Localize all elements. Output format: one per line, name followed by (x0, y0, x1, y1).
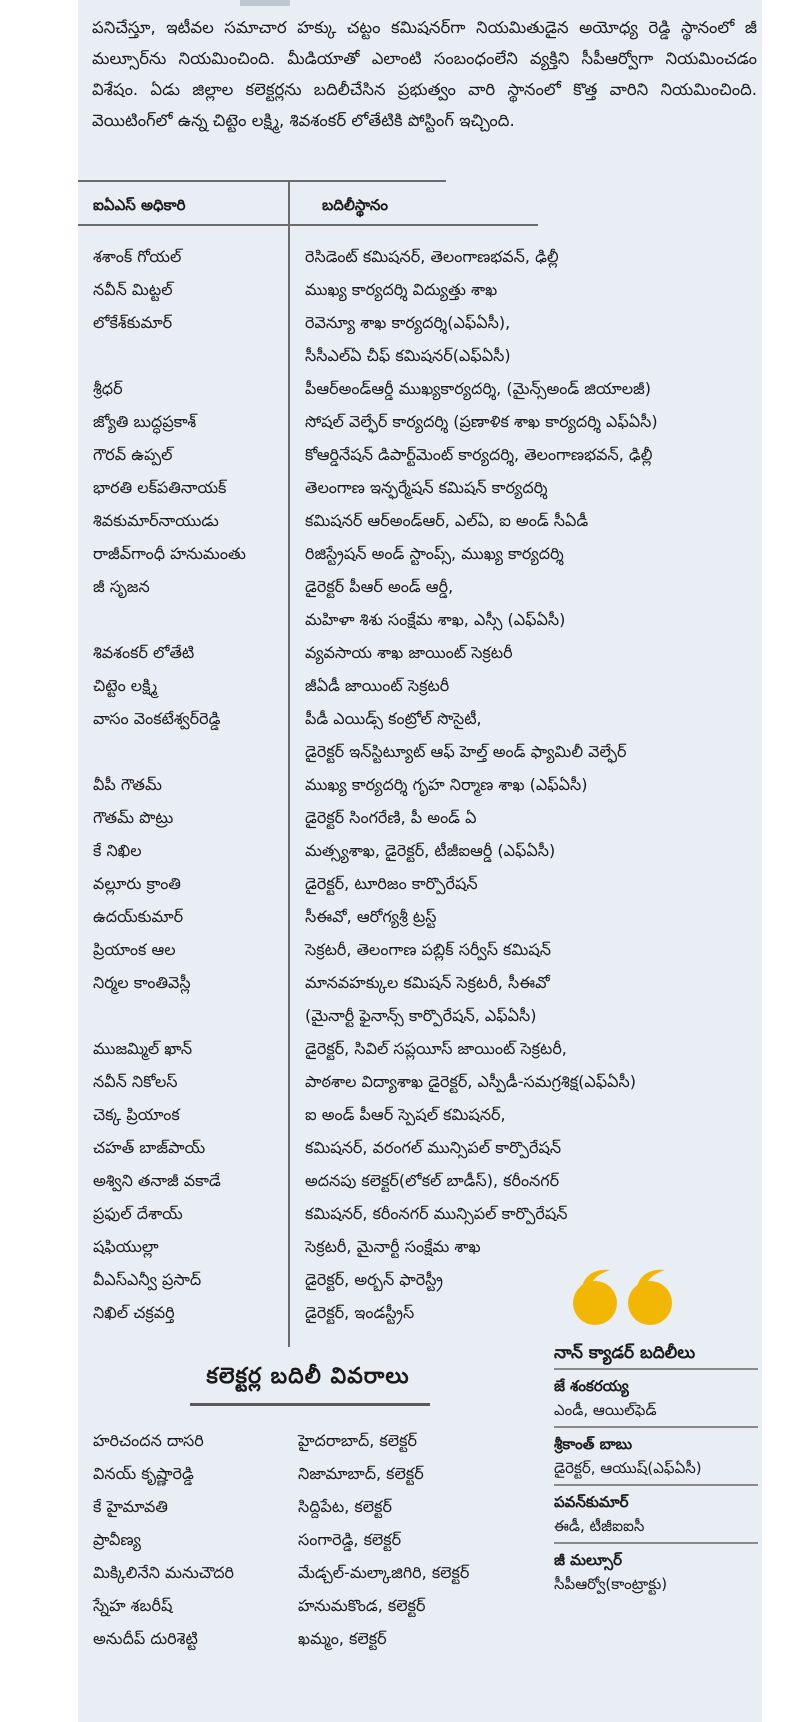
posting-text: పాఠశాల విద్యాశాఖ డైరెక్టర్, ఎస్పీడీ-సమగ్రశిక్ష(ఎఫ్ఏసీ) (305, 1072, 636, 1091)
officer-name: నిర్మల కాంతివెస్లీ (93, 973, 191, 992)
officer-name: చిట్టెం లక్ష్మి (93, 676, 158, 695)
collector-name: మిక్కిలినేని మనుచౌదరి (93, 1563, 235, 1582)
posting-text: రెవెన్యూ శాఖ కార్యదర్శి(ఎఫ్ఏసీ), (305, 313, 511, 332)
posting-text: కమిషనర్, కరీంనగర్ మున్సిపల్ కార్పొరేషన్ (305, 1204, 568, 1223)
non-cadre-name: జీ మల్సూర్ (554, 1551, 622, 1569)
posting-text: మానవహక్కుల కమిషన్ సెక్రటరీ, సీఈవో (305, 973, 550, 992)
posting-text: డైరెక్టర్, సివిల్ సప్లయీస్ జాయింట్ సెక్రటరీ, (305, 1039, 567, 1058)
officer-name: ప్రియాంక ఆల (93, 940, 176, 959)
collectors-title-underline (190, 1403, 430, 1406)
posting-text: అదనపు కలెక్టర్(లోకల్ బాడీస్), కరీంనగర్ (305, 1171, 560, 1190)
officer-name: గౌతమ్ పొట్రు (93, 808, 174, 827)
collector-name: హరిచందన దాసరి (93, 1431, 204, 1450)
officer-name: రాజీవ్‌గాంధీ హనుమంతు (93, 544, 246, 563)
collector-posting: సిద్దిపేట, కలెక్టర్ (298, 1497, 392, 1516)
header-posting: బదిలీస్థానం (322, 196, 388, 214)
non-cadre-item (540, 1486, 758, 1542)
posting-text: కమిషనర్ ఆర్అండ్ఆర్, ఎల్ఏ, ఐ అండ్ సీఏడీ (305, 511, 589, 530)
officer-name: వీపీ గౌతమ్ (93, 775, 162, 794)
table-column-divider (288, 182, 290, 1347)
officer-name: జ్యోతి బుద్ధప్రకాశ్ (93, 412, 197, 431)
officer-name: శివకుమార్‌నాయుడు (93, 511, 219, 530)
officer-name: నిఖిల్ చక్రవర్తి (93, 1303, 175, 1322)
posting-text: సోషల్ వెల్ఫేర్ కార్యదర్శి (ప్రణాళిక శాఖ కార్యదర్శి ఎఫ్ఏసీ) (305, 412, 658, 431)
officer-name: భారతి లక్‌పతినాయక్ (93, 478, 227, 497)
posting-text: తెలంగాణ ఇన్ఫర్మేషన్ కమిషన్ కార్యదర్శి (305, 478, 548, 497)
non-cadre-item (540, 1544, 758, 1600)
posting-text: డైరెక్టర్, అర్బన్ ఫారెస్ట్రీ (305, 1270, 443, 1289)
officer-name: నవీన్ మిట్టల్ (93, 280, 173, 299)
officer-name: గౌరవ్ ఉప్పల్ (93, 445, 173, 464)
collector-posting: హైదరాబాద్, కలెక్టర్ (298, 1431, 417, 1450)
posting-text: కోఆర్డినేషన్ డిపార్ట్‌మెంట్ కార్యదర్శి, తెలంగాణభవన్, ఢిల్లీ (305, 445, 653, 464)
intro-paragraph: పనిచేస్తూ, ఇటీవల సమాచార హక్కు చట్టం కమిషనర్‌గా నియమితుడైన అయోధ్య రెడ్డి స్థానంలో జీ మల్సూర్‌ను నియమించింది. మీడియాతో ఎలాంటి సంబంధంలేని వ్యక్తిని సీపీఆర్వోగా నియమించడం విశేషం. ఏడు జిల్లాల కలెక్టర్లను బదిలీచేసిన ప్రభుత్వం వారి స్థానంలో కొత్త వారిని నియమించింది. వెయిటింగ్‌లో ఉన్న చిట్టెం లక్ష్మి, శివశంకర్ లోతేటికి పోస్టింగ్ ఇచ్చింది. (92, 18, 757, 130)
posting-text: పీఆర్అండ్ఆర్డీ ముఖ్యకార్యదర్శి, (మైన్స్అండ్ జియాలజీ) (305, 379, 651, 398)
posting-text: కమిషనర్, వరంగల్ మున్సిపల్ కార్పొరేషన్ (305, 1138, 562, 1157)
officer-name: ప్రఫుల్ దేశాయ్ (93, 1204, 183, 1223)
posting-text: రెసిడెంట్ కమిషనర్, తెలంగాణభవన్, ఢిల్లీ (305, 247, 559, 266)
non-cadre-name: పవన్‌కుమార్ (554, 1493, 629, 1511)
officer-name: వల్లూరు క్రాంతి (93, 874, 181, 893)
posting-text: పీడీ ఎయిడ్స్ కంట్రోల్ సొసైటీ, (305, 709, 482, 728)
top-rule (240, 0, 290, 6)
collector-posting: నిజామాబాద్, కలెక్టర్ (298, 1464, 424, 1483)
officer-name: లోకేశ్‌కుమార్ (93, 313, 173, 332)
collector-posting: హనుమకొండ, కలెక్టర్ (298, 1596, 426, 1615)
collector-name: స్నేహ శబరీష్ (93, 1596, 173, 1615)
non-cadre-item (540, 1370, 758, 1426)
posting-text: డైరెక్టర్ ఇన్‌స్టిట్యూట్ ఆఫ్ హెల్త్ అండ్ ఫ్యామిలీ వెల్ఫేర్ (305, 742, 627, 761)
quote-icon (570, 1268, 690, 1328)
posting-text: డైరెక్టర్ పీఆర్ అండ్ ఆర్డీ, (305, 577, 454, 596)
posting-text: డైరెక్టర్, టూరిజం కార్పొరేషన్ (305, 874, 478, 893)
non-cadre-list (540, 1368, 758, 1600)
officer-name: అశ్విని తనాజీ వకాడే (93, 1171, 221, 1190)
non-cadre-box (540, 1338, 758, 1600)
officer-name: షఫియుల్లా (93, 1237, 159, 1256)
officer-name: ముజమ్మిల్ ఖాన్ (93, 1039, 193, 1058)
non-cadre-role: ఈడీ, టీజీఐఐసీ (554, 1517, 645, 1535)
officer-name: ఉదయ్‌కుమార్ (93, 907, 184, 926)
posting-text: వ్యవసాయ శాఖ జాయింట్ సెక్రటరీ (305, 643, 513, 662)
posting-text: రిజిస్ట్రేషన్ అండ్ స్టాంప్స్, ముఖ్య కార్యదర్శి (305, 544, 564, 563)
posting-text: డైరెక్టర్ సింగరేణి, పీ అండ్ ఏ (305, 808, 477, 827)
posting-text: డైరెక్టర్, ఇండస్ట్రీస్ (305, 1303, 415, 1322)
non-cadre-role: ఎండీ, ఆయిల్‌ఫెడ్ (554, 1401, 657, 1419)
collector-posting: సంగారెడ్డి, కలెక్టర్ (298, 1530, 402, 1549)
non-cadre-name: జే శంకరయ్య (554, 1377, 629, 1395)
non-cadre-name: శ్రీకాంత్ బాబు (554, 1435, 633, 1453)
officer-name: కే నిఖిల (93, 841, 142, 860)
non-cadre-item (540, 1428, 758, 1484)
collector-name: అనుదీప్ దురిశెట్టి (93, 1629, 198, 1648)
officer-name: వీఎస్ఎన్వీ ప్రసాద్ (93, 1270, 202, 1289)
posting-text: మత్స్యశాఖ, డైరెక్టర్, టీజీఐఆర్డీ (ఎఫ్ఏసీ) (305, 841, 556, 860)
collectors-title: కలెక్టర్ల బదిలీ వివరాలు (206, 1364, 410, 1389)
officer-name: జీ సృజన (93, 577, 150, 596)
collector-name: వినయ్ కృష్ణారెడ్డి (93, 1464, 194, 1483)
officer-name: శ్రీధర్ (93, 379, 123, 398)
officer-name: వాసం వెంకటేశ్వర్‌రెడ్డి (93, 709, 221, 728)
collector-posting: ఖమ్మం, కలెక్టర్ (298, 1629, 387, 1648)
posting-text: సీఈవో, ఆరోగ్యశ్రీ ట్రస్ట్ (305, 907, 437, 926)
posting-text: ముఖ్య కార్యదర్శి విద్యుత్తు శాఖ (305, 280, 498, 299)
non-cadre-role: డైరెక్టర్, ఆయుష్(ఎఫ్ఏసీ) (554, 1459, 702, 1477)
table-header-rule (78, 224, 538, 226)
posting-text: జీఏడీ జాయింట్ సెక్రటరీ (305, 676, 450, 695)
posting-text: ముఖ్య కార్యదర్శి గృహ నిర్మాణ శాఖ (ఎఫ్ఏసీ) (305, 775, 588, 794)
officer-name: చహత్ బాజ్‌పాయ్ (93, 1138, 206, 1157)
posting-text: సెక్రటరీ, తెలంగాణ పబ్లిక్ సర్వీస్ కమిషన్ (305, 940, 551, 959)
officer-name: చెక్క ప్రియాంక (93, 1105, 180, 1124)
officer-name: నవీన్ నికోలస్ (93, 1072, 178, 1091)
collector-name: కే హైమావతి (93, 1497, 168, 1516)
non-cadre-role: సీపీఆర్వో(కాంట్రాక్టు) (554, 1575, 668, 1593)
posting-text: సెక్రటరీ, మైనార్టీ సంక్షేమ శాఖ (305, 1237, 481, 1256)
officer-name: శశాంక్ గోయల్ (93, 247, 182, 266)
collector-name: ప్రావీణ్య (93, 1530, 141, 1549)
table-top-rule (78, 180, 446, 182)
posting-text: ఐ అండ్ పీఆర్ స్పెషల్ కమిషనర్, (305, 1105, 506, 1124)
posting-text: సీసీఎల్ఏ చీఫ్ కమిషనర్(ఎఫ్ఏసీ) (305, 346, 511, 365)
posting-text: (మైనార్టీ ఫైనాన్స్ కార్పొరేషన్, ఎఫ్ఏసీ) (305, 1006, 537, 1025)
header-officer: ఐఏఎస్ అధికారి (93, 196, 186, 214)
non-cadre-title: నాన్ క్యాడర్ బదిలీలు (554, 1343, 696, 1363)
collector-posting: మేడ్చల్-మల్కాజిగిరి, కలెక్టర్ (298, 1563, 470, 1582)
officer-name: శివశంకర్ లోతేటి (93, 643, 195, 662)
posting-text: మహిళా శిశు సంక్షేమ శాఖ, ఎస్సీ (ఎఫ్ఏసీ) (305, 610, 566, 629)
